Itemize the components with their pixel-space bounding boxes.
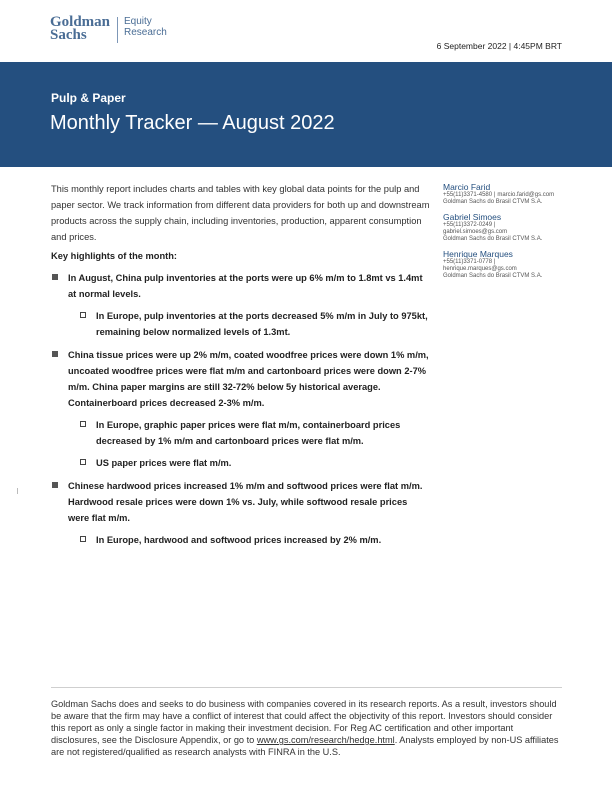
highlight-item <box>51 478 431 548</box>
sub-highlight-text: In Europe, pulp inventories at the ports decreased 5% m/m in July to 975kt, remaining below normalized levels of 1.3mt. <box>96 311 428 337</box>
logo-line1: Goldman <box>50 14 111 30</box>
sub-list <box>68 532 431 548</box>
logo-wordmark <box>50 16 110 42</box>
square-bullet-icon <box>52 274 58 280</box>
author-phone: +55(11)3372-0249 | <box>443 222 496 228</box>
sub-highlight-item <box>68 532 431 548</box>
gs-logo <box>50 16 167 43</box>
highlight-text: In August, China pulp inventories at the ports were up 6% m/m to 1.8mt vs 1.4mt at normal levels. <box>68 273 423 299</box>
sub-list <box>68 308 431 340</box>
sub-list <box>68 417 431 471</box>
highlight-text: Chinese hardwood prices increased 1% m/m and softwood prices were flat m/m. Hardwood resale prices were down 1% vs. July, while softwood resale prices were flat m/m. <box>68 481 423 523</box>
disclaimer-text-before: Goldman Sachs does and seeks to do business with companies covered in its research reports. As a result, investors should be aware that the firm may have a conflict of interest that could affect the objectivity of this report. Investors should consider this report as only a single factor in making their investment decision. For Reg AC certification and other important disclosures, see the Disclosure Appendix, or go to <box>51 699 557 745</box>
highlights-heading: Key highlights of the month: <box>51 251 178 261</box>
logo-line2: Sachs <box>50 27 87 43</box>
square-bullet-icon <box>52 351 58 357</box>
author-firm: Goldman Sachs do Brasil CTVM S.A. <box>443 236 543 242</box>
sub-highlight-item <box>68 417 431 449</box>
hollow-square-bullet-icon <box>80 312 86 318</box>
square-bullet-icon <box>52 482 58 488</box>
disclosure-link[interactable]: www.gs.com/research/hedge.html <box>256 735 395 745</box>
authors-sidebar <box>443 182 583 286</box>
author-contact <box>443 192 583 199</box>
author-firm: Goldman Sachs do Brasil CTVM S.A. <box>443 273 543 279</box>
sector-label: Pulp & Paper <box>51 91 126 105</box>
logo-sub2: Research <box>124 27 167 38</box>
footer-divider <box>51 687 562 688</box>
highlights-list <box>51 270 431 555</box>
sub-highlight-item <box>68 455 431 471</box>
author-phone: +55(11)3371-0778 | <box>443 259 496 265</box>
author-card <box>443 212 583 243</box>
disclaimer-text-after: . Analysts employed by non-US affiliates are not registered/qualified as research analysts with FINRA in the U.S. <box>51 735 559 757</box>
title-banner <box>0 62 612 167</box>
sub-highlight-text: In Europe, hardwood and softwood prices increased by 2% m/m. <box>96 535 382 545</box>
disclaimer <box>51 698 561 758</box>
sub-highlight-item <box>68 308 431 340</box>
logo-divider <box>117 17 118 43</box>
sub-highlight-text: In Europe, graphic paper prices were flat m/m, containerboard prices decreased by 1% m/m and cartonboard prices were flat m/m. <box>96 420 401 446</box>
highlight-item <box>51 347 431 471</box>
dateline: 6 September 2022 | 4:45PM BRT <box>436 41 562 51</box>
author-card <box>443 249 583 280</box>
hollow-square-bullet-icon <box>80 536 86 542</box>
margin-marker <box>17 488 18 494</box>
author-phone: +55(11)3371-4580 | <box>443 192 496 198</box>
author-email[interactable]: henrique.marques@gs.com <box>443 266 517 272</box>
intro-paragraph: This monthly report includes charts and tables with key global data points for the pulp and paper sector. We track information from different data providers for both up and downstream products across the supply chain, including inventories, production, apparent consumption and prices. <box>51 184 430 242</box>
author-firm: Goldman Sachs do Brasil CTVM S.A. <box>443 199 543 205</box>
hollow-square-bullet-icon <box>80 459 86 465</box>
author-email[interactable]: gabriel.simoes@gs.com <box>443 229 508 235</box>
highlight-item <box>51 270 431 340</box>
logo-sub1: Equity <box>124 16 152 27</box>
sub-highlight-text: US paper prices were flat m/m. <box>96 458 232 468</box>
author-email[interactable]: marcio.farid@gs.com <box>497 192 555 198</box>
highlight-text: China tissue prices were up 2% m/m, coated woodfree prices were down 1% m/m, uncoated woodfree prices were flat m/m and cartonboard prices were down 2-7% m/m. China paper margins are still 32-72% below 5y historical average. Containerboard prices decreased 2-3% m/m. <box>68 350 429 408</box>
author-name: Marcio Farid <box>443 182 491 192</box>
author-name: Gabriel Simoes <box>443 212 502 222</box>
report-title: Monthly Tracker — August 2022 <box>50 112 335 134</box>
author-card <box>443 182 583 206</box>
author-name: Henrique Marques <box>443 249 513 259</box>
logo-equity-research <box>124 16 167 38</box>
hollow-square-bullet-icon <box>80 421 86 427</box>
